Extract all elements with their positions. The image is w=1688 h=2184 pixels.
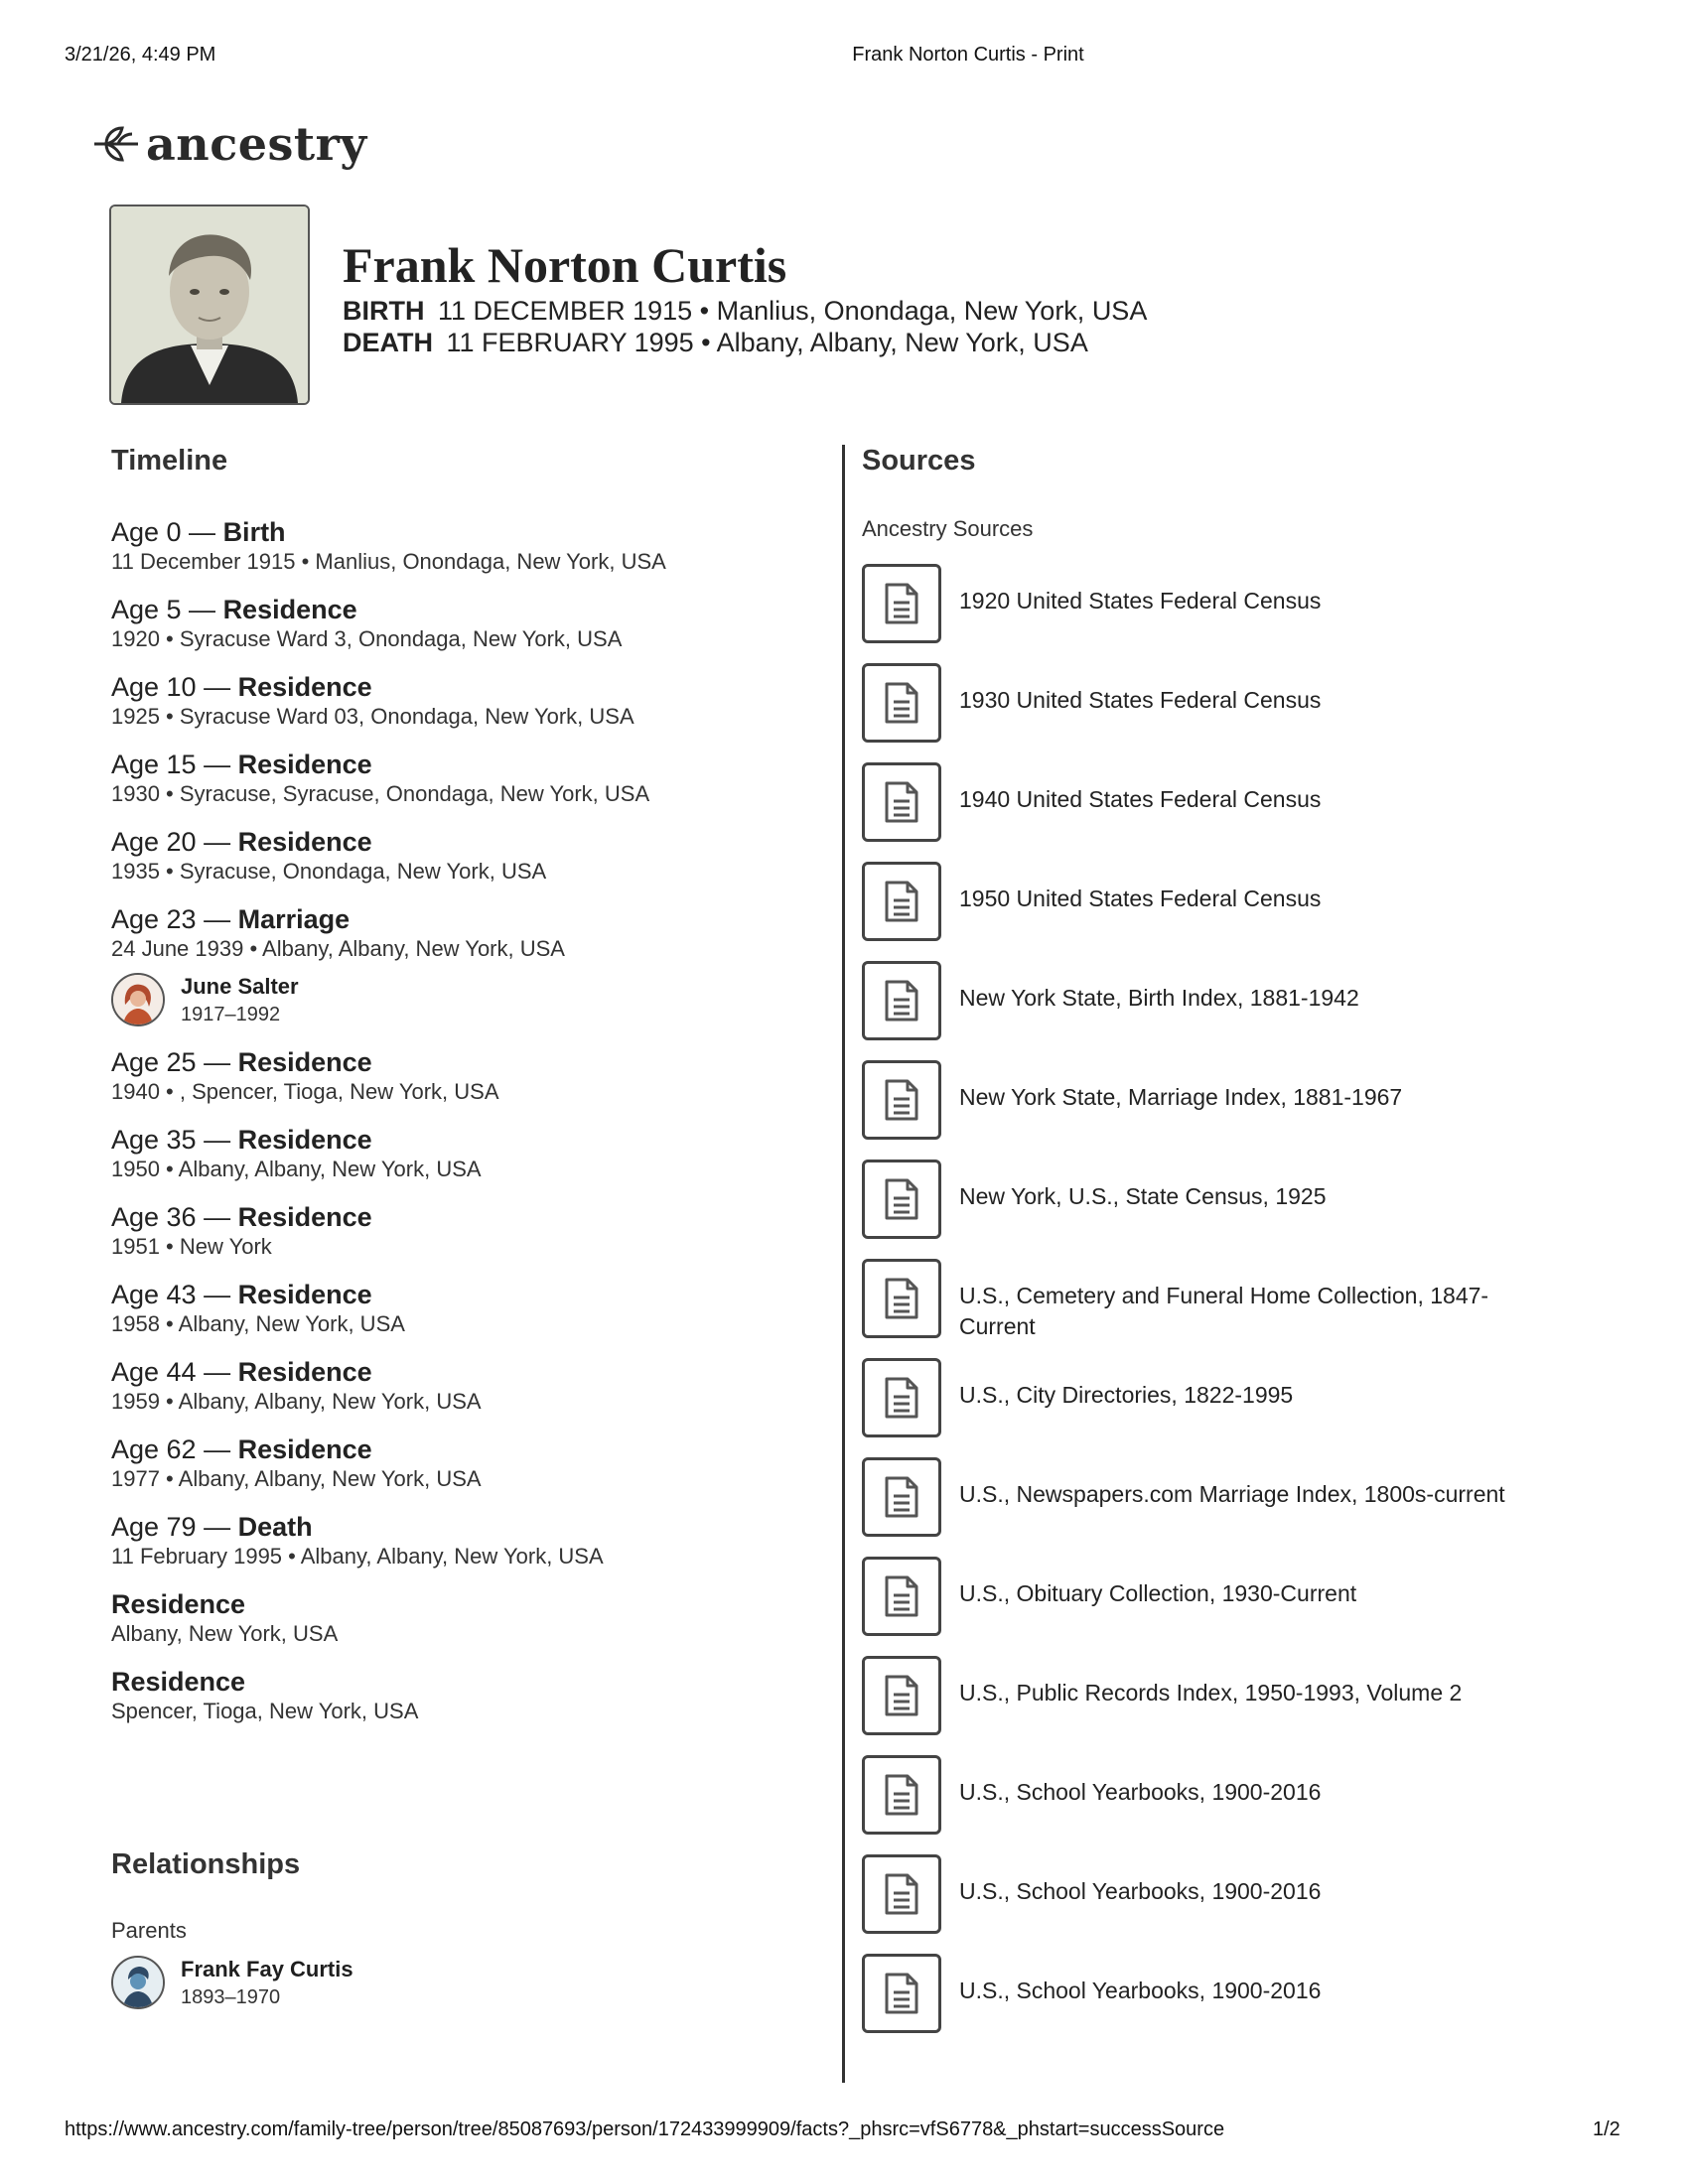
source-title[interactable]: New York State, Marriage Index, 1881-1967 xyxy=(959,1084,1403,1110)
death-value: 11 FEBRUARY 1995 • Albany, Albany, New York, USA xyxy=(446,328,1088,357)
source-item[interactable] xyxy=(862,1755,1577,1854)
event-age: Age 79 — xyxy=(111,1512,238,1542)
male-avatar-icon xyxy=(111,1956,165,2009)
source-title[interactable]: U.S., Cemetery and Funeral Home Collection, 1847-Current xyxy=(959,1283,1489,1339)
timeline-event[interactable] xyxy=(111,1046,826,1106)
document-icon xyxy=(862,1358,941,1437)
parent-name[interactable]: Frank Fay Curtis xyxy=(181,1957,353,1981)
event-detail: 1951 • New York xyxy=(111,1234,272,1259)
source-item[interactable] xyxy=(862,1854,1577,1954)
event-type: Residence xyxy=(237,1434,372,1464)
source-title[interactable]: New York State, Birth Index, 1881-1942 xyxy=(959,985,1359,1011)
event-type: Residence xyxy=(237,1125,372,1155)
death-label: DEATH xyxy=(343,328,433,357)
source-title[interactable]: U.S., School Yearbooks, 1900-2016 xyxy=(959,1878,1322,1904)
birth-value: 11 DECEMBER 1915 • Manlius, Onondaga, New York, USA xyxy=(438,296,1148,326)
timeline-title: Timeline xyxy=(111,445,228,477)
source-title[interactable]: U.S., Obituary Collection, 1930-Current xyxy=(959,1580,1357,1606)
parent-card[interactable] xyxy=(111,1956,353,2011)
document-icon xyxy=(862,663,941,743)
document-icon xyxy=(862,762,941,842)
source-title[interactable]: 1930 United States Federal Census xyxy=(959,687,1322,713)
source-item[interactable] xyxy=(862,564,1577,663)
source-title[interactable]: 1950 United States Federal Census xyxy=(959,886,1322,911)
person-photo xyxy=(109,205,310,405)
timeline-event[interactable] xyxy=(111,516,826,576)
document-icon xyxy=(862,1160,941,1239)
event-type: Residence xyxy=(111,1589,246,1619)
source-title[interactable]: 1920 United States Federal Census xyxy=(959,588,1322,614)
sources-title: Sources xyxy=(862,445,976,477)
event-age: Age 25 — xyxy=(111,1047,238,1077)
event-detail: 1935 • Syracuse, Onondaga, New York, USA xyxy=(111,859,547,884)
document-icon xyxy=(862,862,941,941)
logo-text: ancestry xyxy=(146,117,367,171)
event-type: Residence xyxy=(237,672,372,702)
document-icon xyxy=(862,1259,941,1338)
document-icon xyxy=(862,564,941,643)
event-type: Marriage xyxy=(237,904,351,934)
timeline-event[interactable] xyxy=(111,903,826,1028)
event-type: Residence xyxy=(237,1202,372,1232)
source-title[interactable]: U.S., City Directories, 1822-1995 xyxy=(959,1382,1294,1408)
footer-url: https://www.ancestry.com/family-tree/person/tree/85087693/person/172433999909/facts?_phsrc=vfS6778&_phstart=successSource xyxy=(65,2118,1225,2140)
event-type: Residence xyxy=(222,595,357,624)
timeline-event[interactable] xyxy=(111,749,826,808)
event-type: Birth xyxy=(222,517,286,547)
event-detail: 1920 • Syracuse Ward 3, Onondaga, New York, USA xyxy=(111,626,623,651)
document-icon xyxy=(862,1060,941,1140)
event-type: Death xyxy=(237,1512,313,1542)
event-detail: 1930 • Syracuse, Syracuse, Onondaga, New York, USA xyxy=(111,781,650,806)
female-avatar-icon xyxy=(111,973,165,1026)
event-type: Residence xyxy=(237,1047,372,1077)
timeline-event[interactable] xyxy=(111,1124,826,1183)
source-title[interactable]: 1940 United States Federal Census xyxy=(959,786,1322,812)
event-age: Age 62 — xyxy=(111,1434,238,1464)
event-detail: 1950 • Albany, Albany, New York, USA xyxy=(111,1157,482,1181)
source-item[interactable] xyxy=(862,1259,1577,1358)
timeline-event[interactable] xyxy=(111,1356,826,1416)
event-age: Age 10 — xyxy=(111,672,238,702)
timeline-event[interactable] xyxy=(111,594,826,653)
spouse-dates: 1917–1992 xyxy=(181,1004,281,1025)
source-item[interactable] xyxy=(862,663,1577,762)
source-item[interactable] xyxy=(862,862,1577,961)
event-age: Age 15 — xyxy=(111,750,238,779)
event-type: Residence xyxy=(237,750,372,779)
timeline-event[interactable] xyxy=(111,1511,826,1570)
source-item[interactable] xyxy=(862,1358,1577,1457)
timeline-event[interactable] xyxy=(111,1279,826,1338)
parents-label: Parents xyxy=(111,1918,187,1943)
document-icon xyxy=(862,1854,941,1934)
sources-subtitle: Ancestry Sources xyxy=(862,516,1034,541)
event-detail: 11 February 1995 • Albany, Albany, New York, USA xyxy=(111,1544,604,1569)
parent-dates: 1893–1970 xyxy=(181,1986,281,2008)
timeline-event[interactable] xyxy=(111,1588,826,1648)
source-item[interactable] xyxy=(862,1457,1577,1557)
timeline-event[interactable] xyxy=(111,1433,826,1493)
print-date: 3/21/26, 4:49 PM xyxy=(65,44,216,66)
spouse-name[interactable]: June Salter xyxy=(181,974,299,999)
document-icon xyxy=(862,961,941,1040)
event-age: Age 35 — xyxy=(111,1125,238,1155)
birth-label: BIRTH xyxy=(343,296,425,326)
event-age: Age 23 — xyxy=(111,904,238,934)
document-icon xyxy=(862,1954,941,2033)
event-type: Residence xyxy=(237,827,372,857)
ancestry-logo[interactable] xyxy=(92,117,367,171)
document-icon xyxy=(862,1755,941,1835)
document-icon xyxy=(862,1457,941,1537)
timeline-event[interactable] xyxy=(111,826,826,886)
document-icon xyxy=(862,1557,941,1636)
relationships-title: Relationships xyxy=(111,1848,301,1880)
event-detail: 1940 • , Spencer, Tioga, New York, USA xyxy=(111,1079,499,1104)
event-age: Age 0 — xyxy=(111,517,223,547)
event-age: Age 36 — xyxy=(111,1202,238,1232)
event-age: Age 43 — xyxy=(111,1280,238,1309)
event-detail: 24 June 1939 • Albany, Albany, New York, USA xyxy=(111,936,565,961)
source-title[interactable]: U.S., Public Records Index, 1950-1993, Volume 2 xyxy=(959,1680,1463,1706)
source-title[interactable]: U.S., School Yearbooks, 1900-2016 xyxy=(959,1978,1322,2003)
source-title[interactable]: U.S., Newspapers.com Marriage Index, 1800s-current xyxy=(959,1481,1505,1507)
event-type: Residence xyxy=(237,1357,372,1387)
source-title[interactable]: U.S., School Yearbooks, 1900-2016 xyxy=(959,1779,1322,1805)
event-detail: 1958 • Albany, New York, USA xyxy=(111,1311,405,1336)
source-item[interactable] xyxy=(862,1060,1577,1160)
document-icon xyxy=(862,1656,941,1735)
event-age: Age 44 — xyxy=(111,1357,238,1387)
source-item[interactable] xyxy=(862,961,1577,1060)
event-detail: 11 December 1915 • Manlius, Onondaga, New York, USA xyxy=(111,549,666,574)
death-row xyxy=(343,328,1088,358)
person-name: Frank Norton Curtis xyxy=(343,237,787,293)
event-detail: 1925 • Syracuse Ward 03, Onondaga, New York, USA xyxy=(111,704,634,729)
sources-list xyxy=(862,564,1577,2053)
event-age: Age 20 — xyxy=(111,827,238,857)
birth-row xyxy=(343,296,1147,327)
leaf-icon xyxy=(92,124,140,164)
timeline-list xyxy=(111,516,826,1743)
source-title[interactable]: New York, U.S., State Census, 1925 xyxy=(959,1183,1327,1209)
source-item[interactable] xyxy=(862,1557,1577,1656)
source-item[interactable] xyxy=(862,1160,1577,1259)
page-number: 1/2 xyxy=(1593,2118,1620,2140)
timeline-event[interactable] xyxy=(111,1201,826,1261)
spouse-card[interactable] xyxy=(111,973,826,1028)
source-item[interactable] xyxy=(862,1656,1577,1755)
source-item[interactable] xyxy=(862,762,1577,862)
timeline-event[interactable] xyxy=(111,671,826,731)
event-detail: 1977 • Albany, Albany, New York, USA xyxy=(111,1466,482,1491)
event-type: Residence xyxy=(237,1280,372,1309)
source-item[interactable] xyxy=(862,1954,1577,2053)
print-title: Frank Norton Curtis - Print xyxy=(852,44,1084,66)
event-detail: 1959 • Albany, Albany, New York, USA xyxy=(111,1389,482,1414)
event-detail: Albany, New York, USA xyxy=(111,1621,339,1646)
event-detail: Spencer, Tioga, New York, USA xyxy=(111,1699,419,1723)
event-age: Age 5 — xyxy=(111,595,223,624)
column-divider xyxy=(842,445,845,2083)
event-type: Residence xyxy=(111,1667,246,1697)
timeline-event[interactable] xyxy=(111,1666,826,1725)
